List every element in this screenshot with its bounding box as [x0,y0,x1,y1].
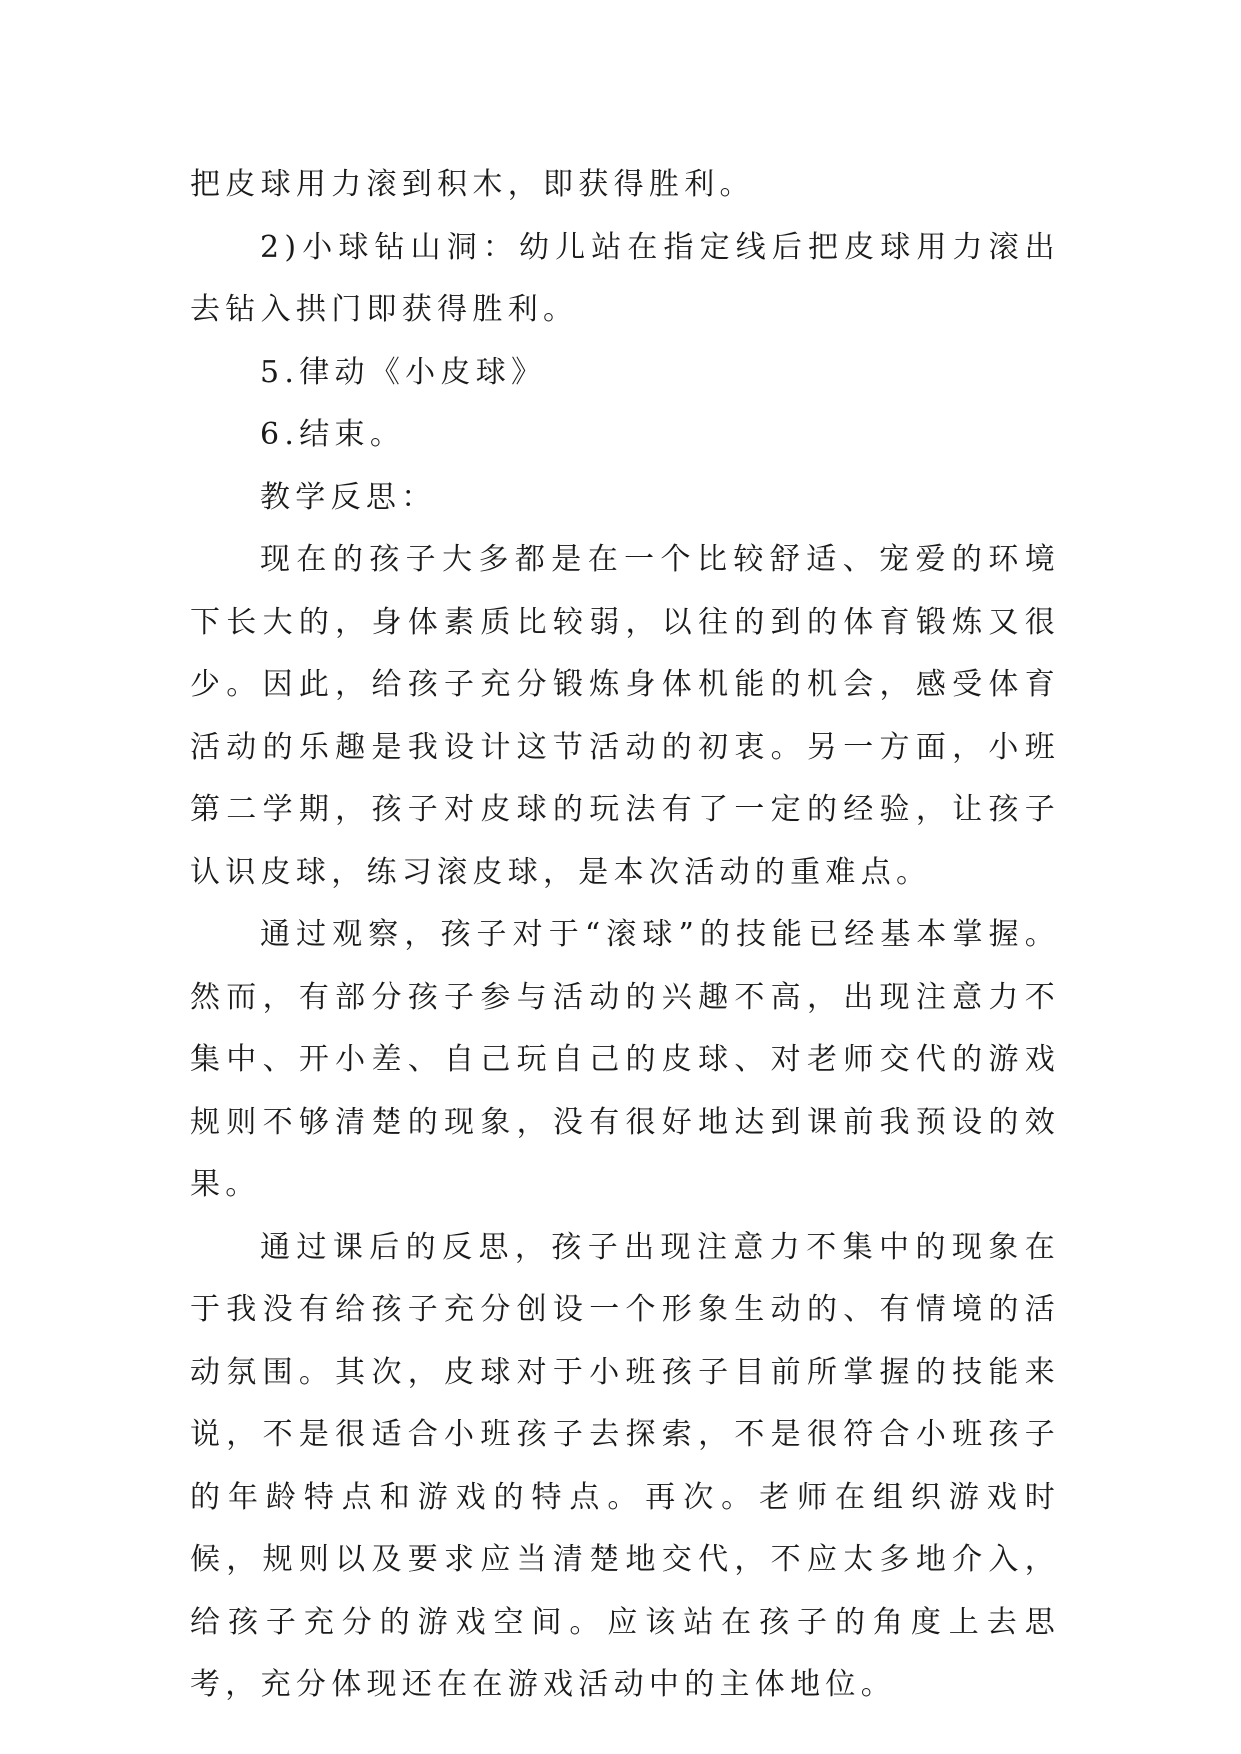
paragraph-reflection-1: 现在的孩子大多都是在一个比较舒适、宠爱的环境下长大的，身体素质比较弱，以往的到的体育锻炼又很少。因此，给孩子充分锻炼身体机能的机会，感受体育活动的乐趣是我设计这节活动的初衷。另一方面，小班第二学期，孩子对皮球的玩法有了一定的经验，让孩子认识皮球，练习滚皮球，是本次活动的重难点。 [190,542,1060,890]
paragraph-step-6: 6.结束。 [260,417,406,452]
section-heading-reflection: 教学反思： [260,479,437,515]
paragraph-reflection-2: 通过观察，孩子对于“滚球”的技能已经基本掌握。然而，有部分孩子参与活动的兴趣不高，出现注意力不集中、开小差、自己玩自己的皮球、对老师交代的游戏规则不够清楚的现象，没有很好地达到课前我预设的效果。 [190,917,1060,1202]
document-body [190,154,1060,1717]
paragraph-continuation: 把皮球用力滚到积木，即获得胜利。 [190,167,755,202]
paragraph-reflection-3: 通过课后的反思，孩子出现注意力不集中的现象在于我没有给孩子充分创设一个形象生动的、有情境的活动氛围。其次，皮球对于小班孩子目前所掌握的技能来说，不是很适合小班孩子去探索，不是很符合小班孩子的年龄特点和游戏的特点。再次。老师在组织游戏时候，规则以及要求应当清楚地交代，不应太多地介入，给孩子充分的游戏空间。应该站在孩子的角度上去思考，充分体现还在在游戏活动中的主体地位。 [190,1229,1060,1702]
paragraph-step-2: 2)小球钻山洞：幼儿站在指定线后把皮球用力滚出去钻入拱门即获得胜利。 [190,229,1060,327]
paragraph-step-5: 5.律动《小皮球》 [260,354,547,390]
